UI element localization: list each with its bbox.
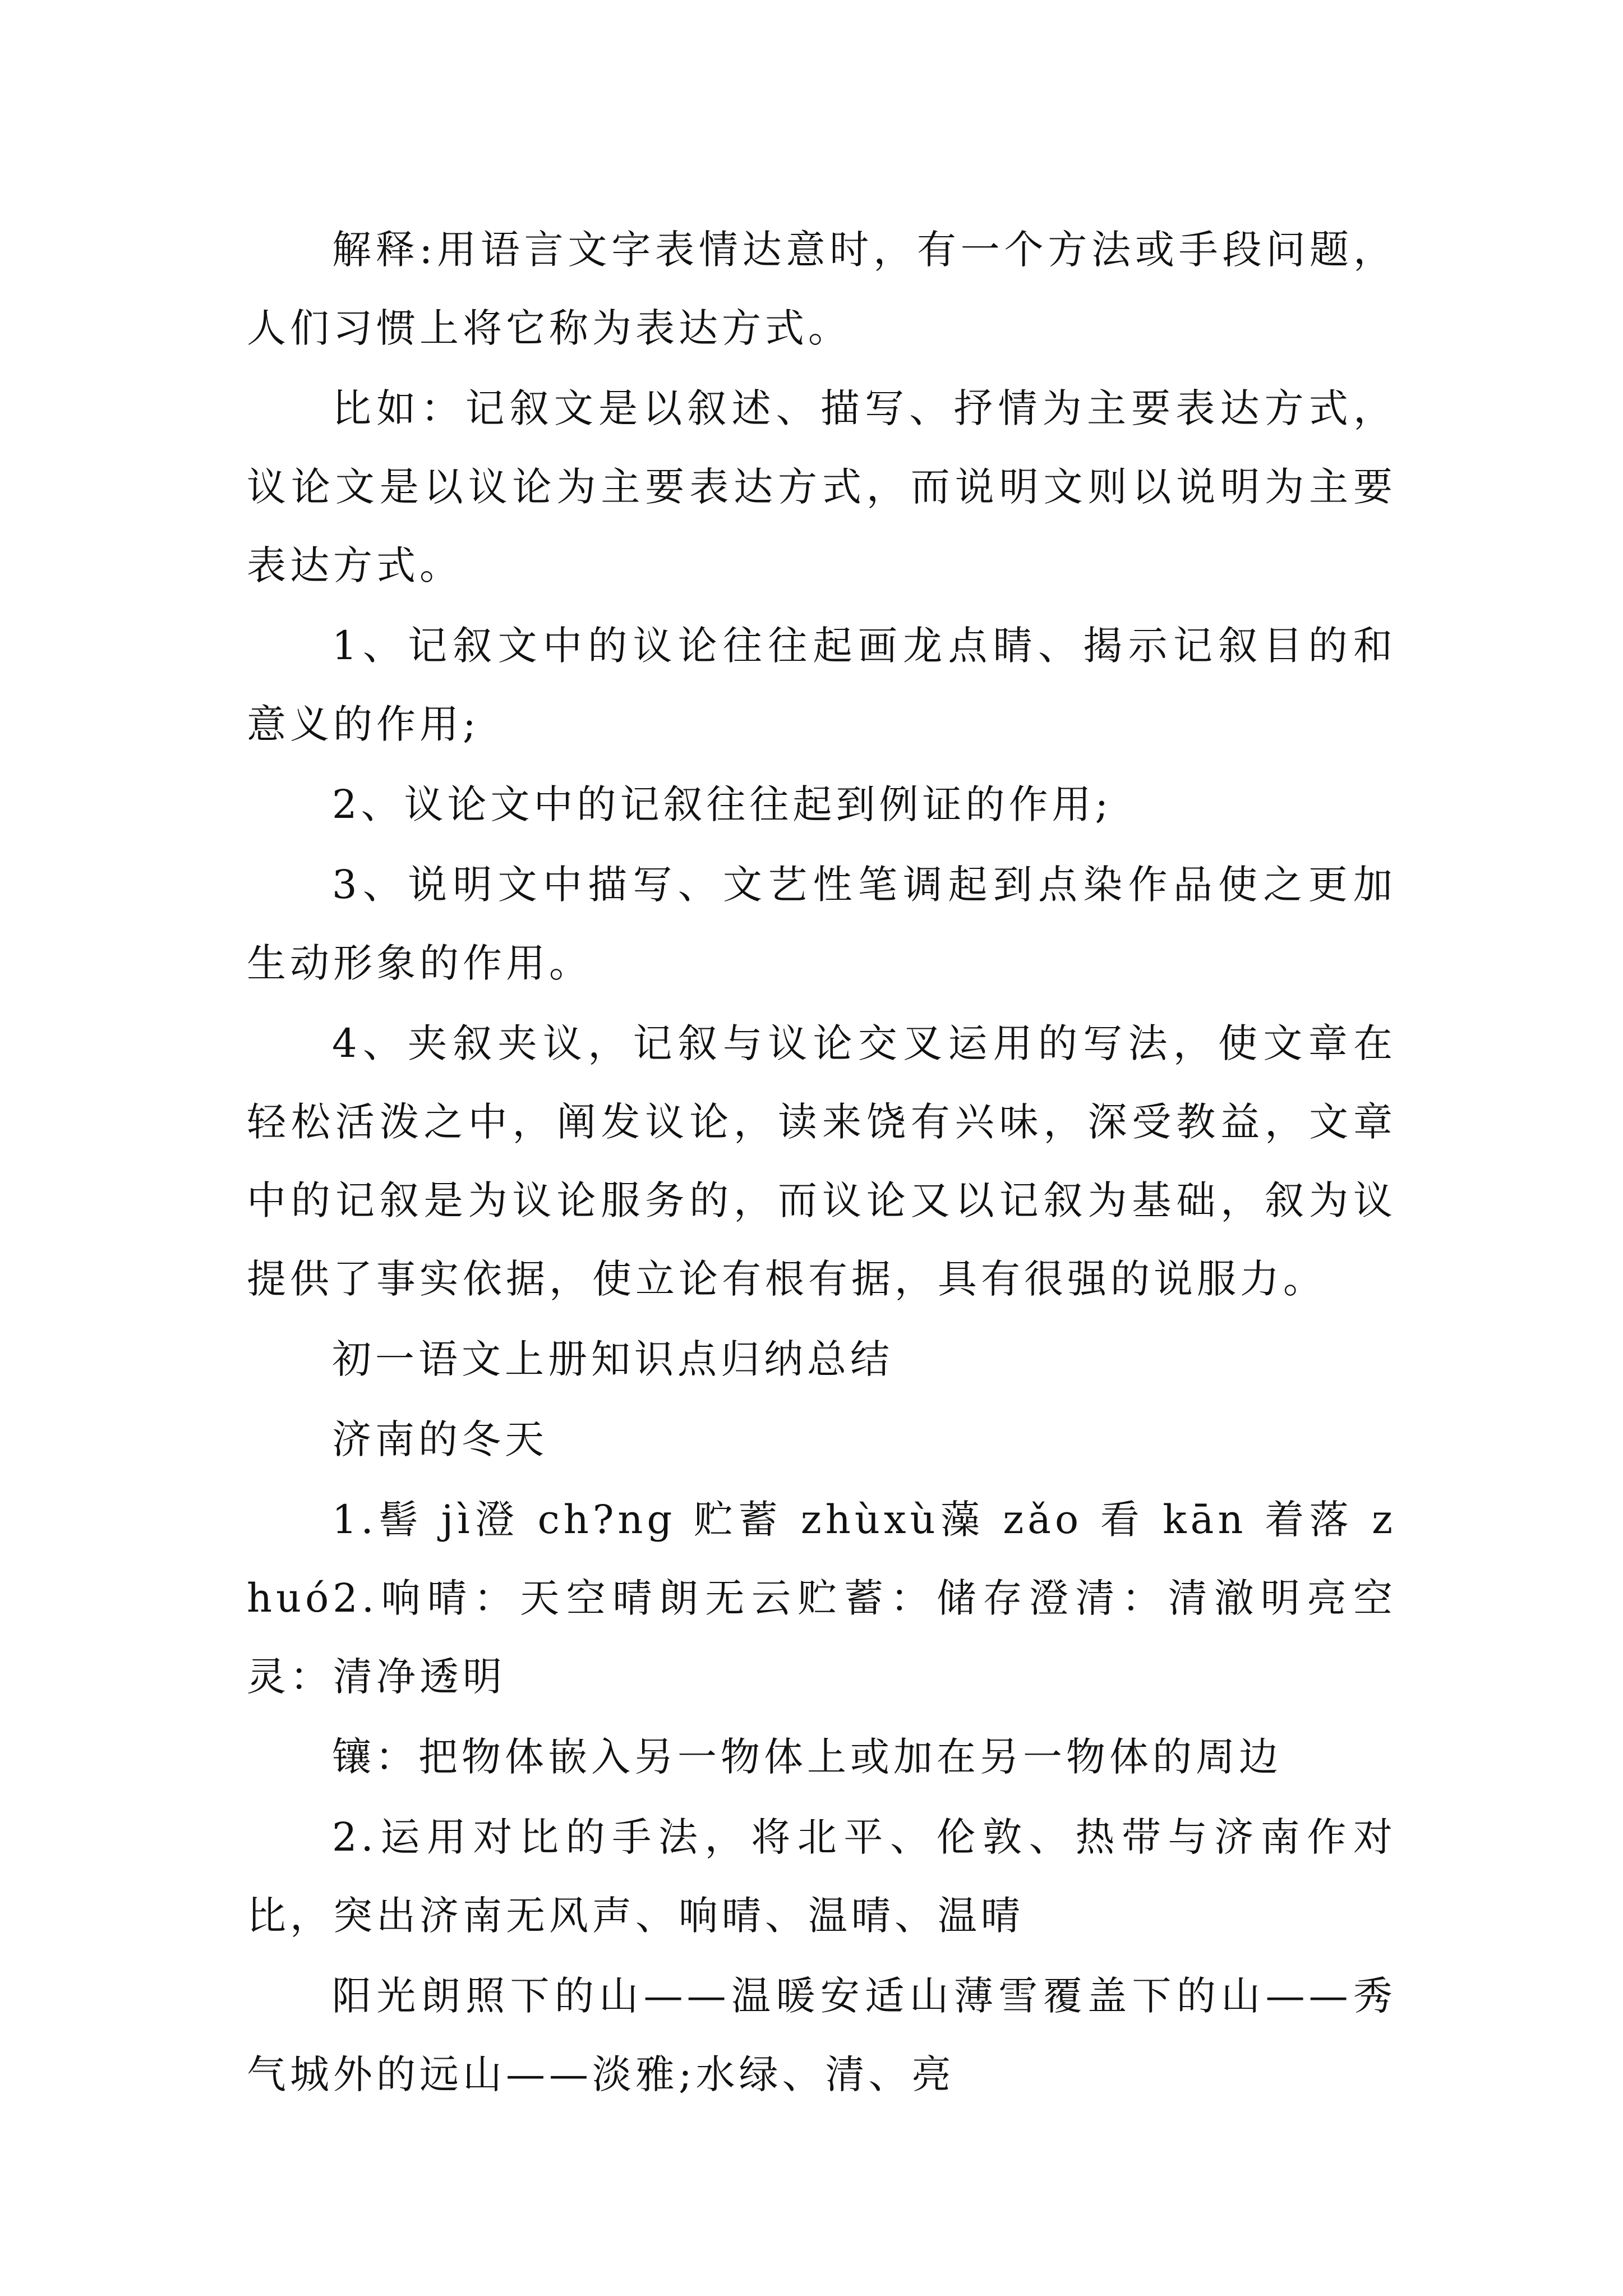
lesson-title: 济南的冬天 (332, 1416, 548, 1462)
paragraph-pinyin-vocab: 1.髻 jì澄 ch?ng 贮蓄 zhùxù藻 zǎo 看 kān 着落 zhuó2.响晴：天空晴朗无云贮蓄：储存澄清：清澈明亮空灵：清净透明 (247, 1497, 1396, 1700)
paragraph-point-4: 4、夹叙夹议，记叙与议论交叉运用的写法，使文章在轻松活泼之中，阐发议论，读来饶有兴味，深受教益，文章中的记叙是为议论服务的，而议论又以记叙为基础，叙为议提供了事实依据，使立论有根有据，具有很强的说服力。 (247, 1020, 1396, 1302)
paragraph-definition: 解释:用语言文字表情达意时，有一个方法或手段问题，人们习惯上将它称为表达方式。 (247, 227, 1396, 351)
document-body (247, 210, 1396, 2115)
paragraph-mountains: 阳光朗照下的山——温暖安适山薄雪覆盖下的山——秀气城外的远山——淡雅;水绿、清、亮 (247, 1973, 1396, 2097)
paragraph-point-2: 2、议论文中的记叙往往起到例证的作用; (332, 781, 1113, 827)
paragraph-point-3: 3、说明文中描写、文艺性笔调起到点染作品使之更加生动形象的作用。 (247, 862, 1396, 986)
paragraph-example: 比如：记叙文是以叙述、描写、抒情为主要表达方式，议论文是以议论为主要表达方式，而说明文则以说明为主要表达方式。 (247, 385, 1396, 588)
paragraph-point-1: 1、记叙文中的议论往往起画龙点睛、揭示记叙目的和意义的作用; (247, 623, 1396, 747)
paragraph-xiang-definition: 镶：把物体嵌入另一物体上或加在另一物体的周边 (332, 1734, 1282, 1780)
section-heading: 初一语文上册知识点归纳总结 (332, 1336, 893, 1382)
paragraph-contrast: 2.运用对比的手法，将北平、伦敦、热带与济南作对比，突出济南无风声、响晴、温晴、温晴 (247, 1814, 1396, 1939)
